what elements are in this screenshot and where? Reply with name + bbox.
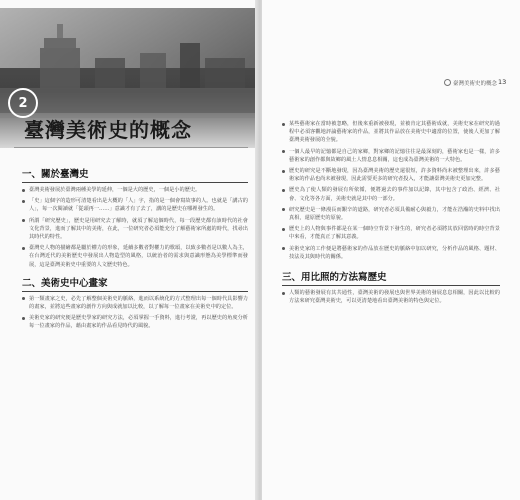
bullet-paragraph: 第一類畫家之史，必先了解整個美術史的脈絡，進而以系統化的方式整理出每一個時代具影響力的畫家，並將這些畫家的創作方向與成就加以比較，以了解每一位畫家在美術史中的定位。 bbox=[22, 295, 248, 311]
title-divider bbox=[14, 147, 248, 148]
section-heading: 一、關於臺灣史 bbox=[22, 166, 248, 183]
bullet-icon bbox=[282, 247, 285, 250]
bullet-icon bbox=[22, 200, 25, 203]
bullet-paragraph: 歷史的研究是不斷地發現，因為臺灣美術的歷史還很短，許多資料尚未被整理出來，許多藝術家的作品也尚未被發現，因此需要更多的研究者投入，才能讓臺灣美術史更加完整。 bbox=[282, 167, 500, 183]
page-number: 13 bbox=[498, 78, 507, 86]
bullet-paragraph: 臺灣史人物的描繪都是屬於權力的形象，延續多數者對權力的歌頌，以致多數者是以數人為主，在台灣近代的美術歷史中發展出人物造型的風格，以統治者的需求與意識形態為美學標準而發展，這是臺灣美術史中重要的人文歷史特色。 bbox=[22, 244, 248, 269]
left-page bbox=[0, 0, 258, 500]
bullet-paragraph: 「史」這個字的造形可清楚看出是大概的「人」字，指的是一個會寫故事的人。也就是「講古的人」，每一次閱讀就「從頭再一……」意識才有了去了，講的是歷史在哪裡發生的。 bbox=[22, 197, 248, 213]
bullet-paragraph: 研究歷史是一條漫長而艱辛的道路，研究者必須具備耐心與毅力，才能在浩瀚的史料中找出真相，還原歷史的原貌。 bbox=[282, 206, 500, 222]
bullet-icon bbox=[282, 208, 285, 211]
bullet-icon bbox=[22, 297, 25, 300]
bullet-icon bbox=[282, 292, 285, 295]
right-column bbox=[282, 120, 500, 308]
running-head: 臺灣美術史的概念 bbox=[444, 79, 497, 87]
bullet-paragraph: 所謂「研究歷史」，歷史是用研究去了解時，就須了解這個時代，每一段歷史都有該時代的社會文化背景，進而了解其中的美術，在此，一位研究者必須能充分了解藝術家所處的時代，找尋出其時代的特性。 bbox=[22, 217, 248, 242]
section-heading: 二、美術史中心畫家 bbox=[22, 275, 248, 292]
bullet-icon bbox=[282, 123, 285, 126]
bullet-icon bbox=[22, 247, 25, 250]
bullet-icon bbox=[282, 228, 285, 231]
chapter-number: 2 bbox=[18, 95, 28, 111]
bullet-paragraph: 美術史家的研究便是歷史學家的研究方法，必須掌握一手資料，進行考證，再以歷史的角度分析每一位畫家的作品，藉由畫家的作品看見時代的風貌。 bbox=[22, 314, 248, 330]
bullet-paragraph: 美術史家的工作便是將藝術家的作品放在歷史的脈絡中加以研究，分析作品的風格、題材、技法及其與時代的關係。 bbox=[282, 245, 500, 261]
bullet-icon bbox=[282, 150, 285, 153]
bullet-paragraph: 一個人最早的記憶都是自己的家鄉，對家鄉的記憶往往是最深刻的，藝術家也是一樣，許多藝術家的創作都與故鄉的風土人情息息相關，這也成為臺灣美術的一大特色。 bbox=[282, 148, 500, 164]
chapter-title: 臺灣美術史的概念 bbox=[24, 118, 192, 142]
section-heading: 三、用比照的方法寫歷史 bbox=[282, 269, 500, 286]
bullet-icon bbox=[282, 170, 285, 173]
bullet-icon bbox=[22, 189, 25, 192]
bullet-paragraph: 人類的藝術發展有其共通性，臺灣美術的發展也與世界美術的發展息息相關，因此以比較的方法來研究臺灣美術史，可以更清楚地看出臺灣美術的特色與定位。 bbox=[282, 289, 500, 305]
bullet-paragraph: 某些藝術家在當時被忽略，但後來重新被發現，並被肯定其藝術成就，美術史家在研究的過程中必須客觀地評論藝術家的作品，並將其作品放在美術史中適當的位置，使後人更加了解臺灣美術發展的全貌。 bbox=[282, 120, 500, 145]
bullet-paragraph: 歷史為了使人類的發展有所依循，便將過去的事件加以記錄，其中包含了政治、經濟、社會、文化等各方面，美術史就是其中的一部分。 bbox=[282, 186, 500, 202]
circle-icon bbox=[444, 79, 451, 86]
bullet-paragraph: 臺灣美術發展於臺灣兩種美學的延伸，一個是大的歷史，一個是小的歷史。 bbox=[22, 186, 248, 194]
bullet-icon bbox=[22, 317, 25, 320]
left-column bbox=[22, 160, 248, 334]
bullet-icon bbox=[22, 219, 25, 222]
bullet-paragraph: 歷史上的人物與事件都是在某一個時空背景下發生的，研究者必須將其放回當時的時空背景中來看，才能真正了解其意義。 bbox=[282, 225, 500, 241]
bullet-icon bbox=[282, 189, 285, 192]
